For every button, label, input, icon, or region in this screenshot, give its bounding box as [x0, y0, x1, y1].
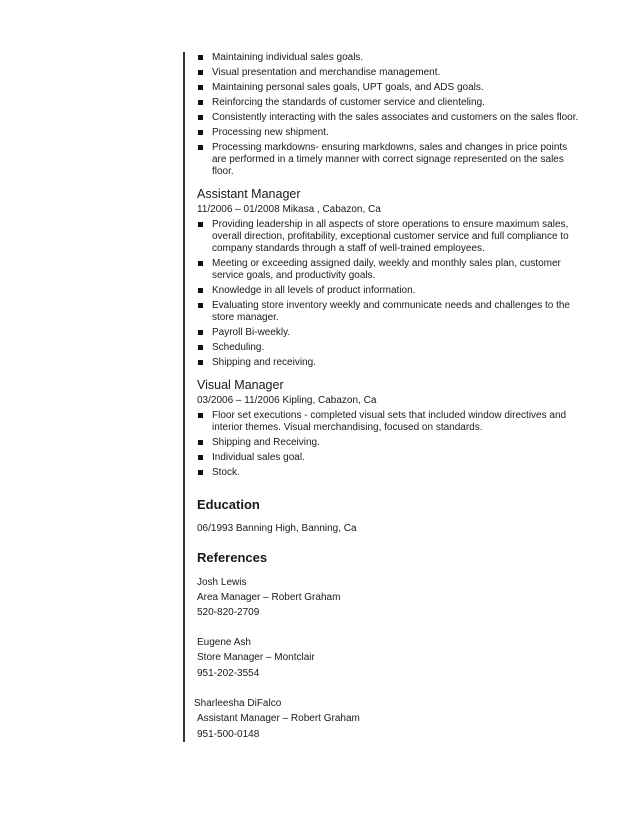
list-item: Consistently interacting with the sales associates and customers on the sales floor.	[197, 112, 581, 124]
section-heading: Education	[197, 497, 260, 512]
list-item: Visual presentation and merchandise management.	[197, 67, 581, 79]
job-dates-employer: 03/2006 – 11/2006 Kipling, Cabazon, Ca	[197, 395, 377, 406]
references-section	[197, 550, 581, 566]
section-heading: References	[197, 550, 268, 565]
reference-name: Sharleesha DiFalco	[194, 698, 282, 709]
previous-job-duties	[197, 52, 581, 181]
job-title: Visual Manager	[197, 378, 284, 392]
education-section	[197, 497, 581, 513]
list-item: Floor set executions - completed visual sets that included window directives and interior themes. Visual merchandising, focused on standards.	[197, 410, 581, 434]
list-item: Meeting or exceeding assigned daily, weekly and monthly sales plan, customer service goals, and productivity goals.	[197, 258, 581, 282]
list-item: Maintaining personal sales goals, UPT goals, and ADS goals.	[197, 82, 581, 94]
left-vertical-rule	[183, 52, 185, 742]
list-item: Shipping and receiving.	[197, 357, 581, 369]
reference-name: Josh Lewis	[197, 577, 247, 588]
reference-role: Area Manager – Robert Graham	[197, 592, 341, 603]
list-item: Processing markdowns- ensuring markdowns, sales and changes in price points are performed in a timely manner with correct signage represented on the sales floor.	[197, 142, 581, 178]
job-duties-list	[197, 410, 581, 479]
reference-phone: 951-500-0148	[197, 729, 260, 740]
job-assistant-manager	[197, 187, 581, 372]
reference-phone: 520-820-2709	[197, 607, 260, 618]
reference-phone: 951-202-3554	[197, 668, 260, 679]
duties-list	[197, 52, 581, 178]
list-item: Providing leadership in all aspects of store operations to ensure maximum sales, overall direction, profitability, exceptional customer service and full compliance to company standards through a staff of well-trained employees.	[197, 219, 581, 255]
job-visual-manager	[197, 378, 581, 482]
list-item: Stock.	[197, 467, 581, 479]
job-title: Assistant Manager	[197, 187, 301, 201]
list-item: Maintaining individual sales goals.	[197, 52, 581, 64]
education-entry: 06/1993 Banning High, Banning, Ca	[197, 523, 357, 534]
list-item: Reinforcing the standards of customer service and clienteling.	[197, 97, 581, 109]
reference-role: Store Manager – Montclair	[197, 652, 315, 663]
job-dates-employer: 11/2006 – 01/2008 Mikasa , Cabazon, Ca	[197, 204, 381, 215]
list-item: Payroll Bi-weekly.	[197, 327, 581, 339]
reference-role: Assistant Manager – Robert Graham	[197, 713, 360, 724]
list-item: Evaluating store inventory weekly and communicate needs and challenges to the store manager.	[197, 300, 581, 324]
list-item: Knowledge in all levels of product information.	[197, 285, 581, 297]
list-item: Shipping and Receiving.	[197, 437, 581, 449]
reference-name: Eugene Ash	[197, 637, 251, 648]
list-item: Processing new shipment.	[197, 127, 581, 139]
list-item: Scheduling.	[197, 342, 581, 354]
list-item: Individual sales goal.	[197, 452, 581, 464]
job-duties-list	[197, 219, 581, 369]
